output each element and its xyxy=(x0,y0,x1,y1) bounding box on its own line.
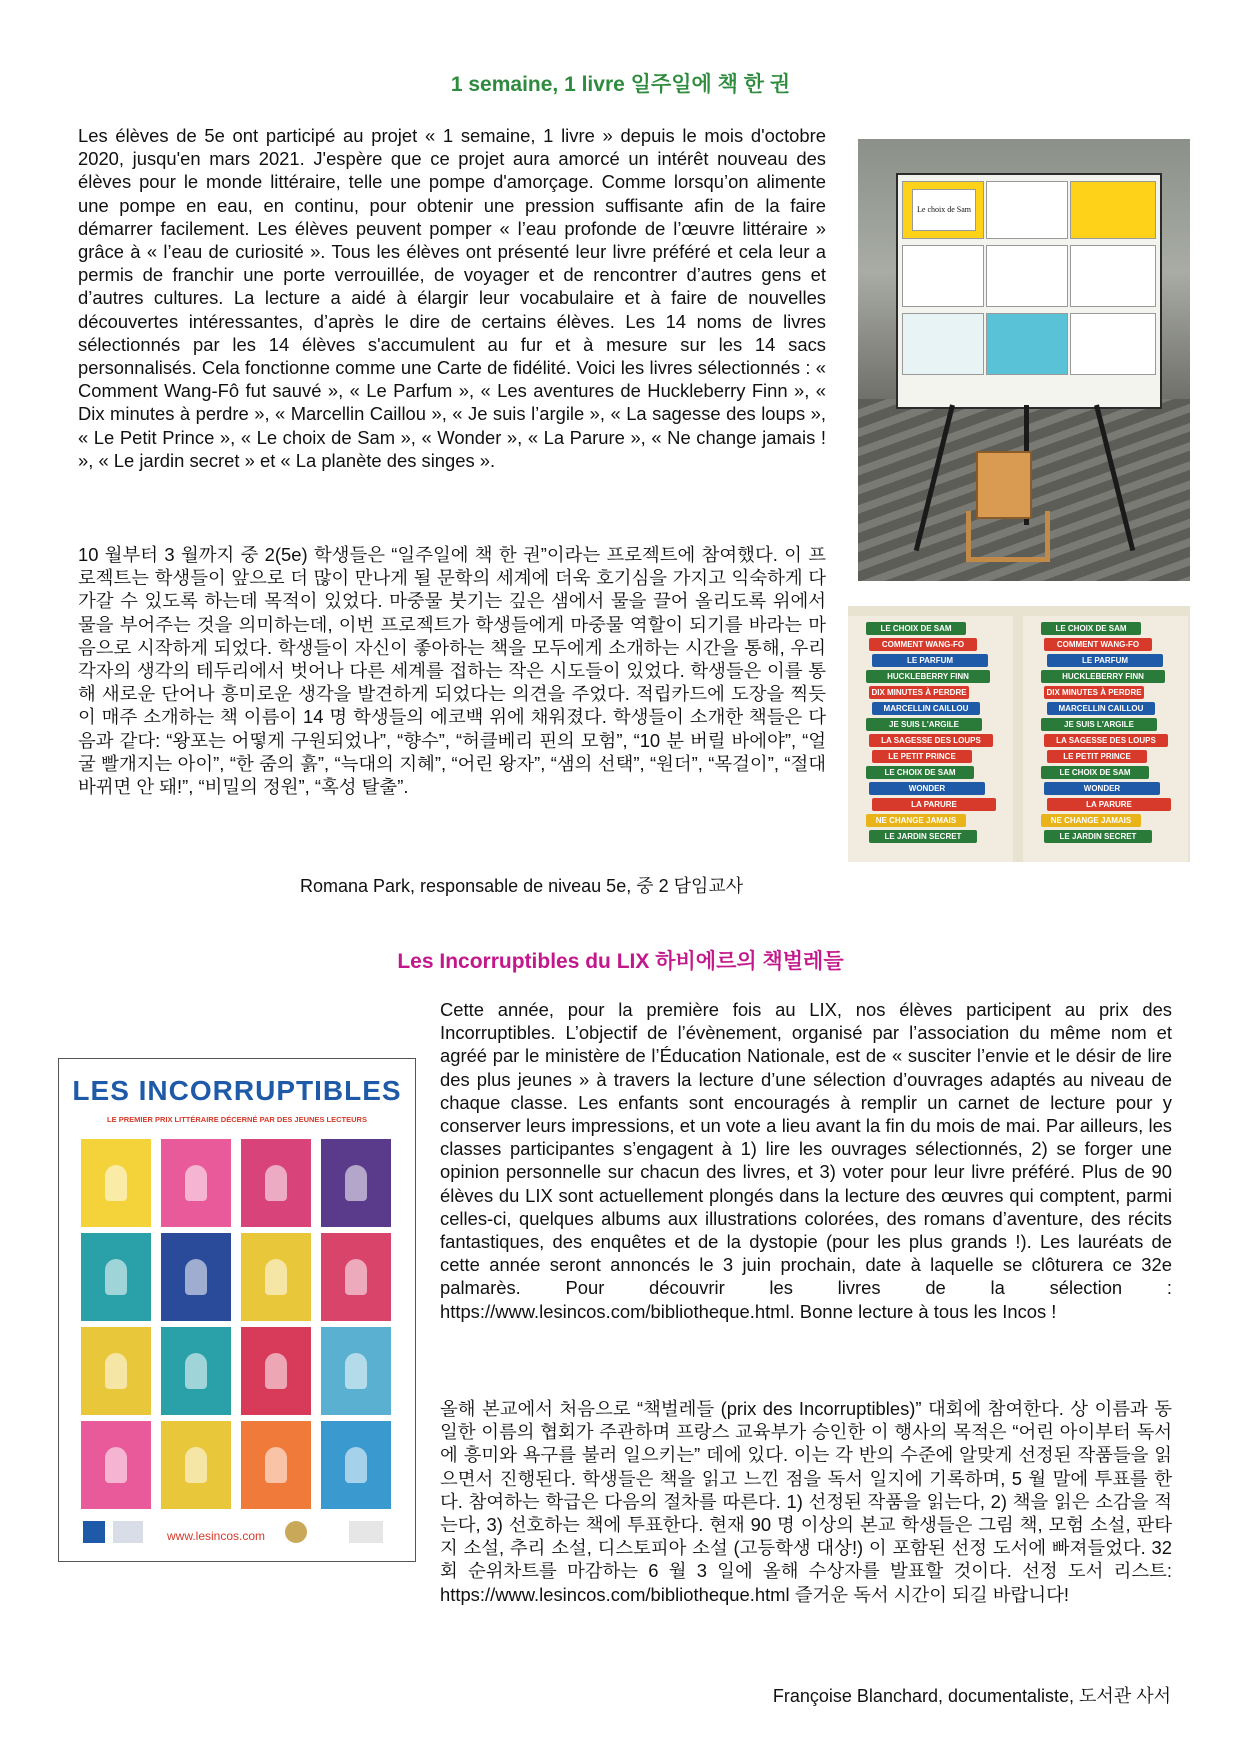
reader-figure xyxy=(105,1447,127,1483)
reader-figure xyxy=(105,1353,127,1389)
poster-board xyxy=(896,173,1162,409)
bag-book-strip: NE CHANGE JAMAIS xyxy=(866,814,966,827)
bag-book-strip: LE CHOIX DE SAM xyxy=(866,622,966,635)
section1-paragraph-ko: 10 월부터 3 월까지 중 2(5e) 학생들은 “일주일에 책 한 권”이라는 프로젝트에 참여했다. 이 프로젝트는 학생들이 앞으로 더 많이 만나게 될 문학의 세계에 더욱 호기심을 가지고 익숙하게 다가갈 수 있도록 하는데 목적이 있었다. 마중물 붓기는 깊은 샘에서 물을 끌어 올리도록 위에서 물을 부어주는 것을 의미하는데, 이번 프로젝트가 학생들에게 마중물 역할이 되기를 바라는 마음으로 시작하게 되었다. 학생들이 자신이 좋아하는 책을 모두에게 소개하는 시간을 통해, 우리 각자의 생각의 테두리에서 벗어나 다른 세계를 접하는 작은 시도들이 있었다. 학생들은 이를 통해 새로운 단어나 흥미로운 생각을 발견하게 되었다는 의견을 주었다. 적립카드에 도장을 찍듯이 매주 소개하는 책 이름이 14 명 학생들의 에코백 위에 채워졌다. 학생들이 소개한 책들은 다음과 같다: “왕포는 어떻게 구원되었나”, “향수”, “허클베리 핀의 모험”, “10 분 버릴 바에야”, “얼굴 빨개지는 아이”, “한 줌의 흙”, “늑대의 지혜”, “어린 왕자”, “샘의 선택”, “원더”, “목걸이”, “절대 바뀌면 안 돼!”, “비밀의 정원”, “혹성 탈출”. xyxy=(78,544,827,798)
bag-book-strip: COMMENT WANG-FO xyxy=(869,638,977,651)
fcm-logo xyxy=(349,1521,383,1543)
bag-book-strip: LA SAGESSE DES LOUPS xyxy=(1044,734,1168,747)
reader-figure xyxy=(265,1353,287,1389)
poster-illustration-tile xyxy=(241,1233,311,1321)
poster-illustration-tile xyxy=(241,1139,311,1227)
poster-illustration-tile xyxy=(161,1327,231,1415)
poster-illustration-tile xyxy=(161,1233,231,1321)
bag-book-strip: WONDER xyxy=(1044,782,1160,795)
reader-figure xyxy=(345,1165,367,1201)
tote-bag-left xyxy=(848,616,1013,862)
poster-illustration-tile xyxy=(81,1139,151,1227)
bag-book-strip: LE JARDIN SECRET xyxy=(1044,830,1152,843)
section1-paragraph-fr: Les élèves de 5e ont participé au projet « 1 semaine, 1 livre » depuis le mois d'octobre 2020, jusqu'en mars 2021. J'espère que ce projet aura amorcé un intérêt nouveau des élèves pour le monde littéraire, telle une pompe d'amorçage. Comme lorsqu’on alimente une pompe en eau, en continu, pour obtenir une pression suffisante afin de la faire démarrer facilement. Les élèves peuvent pomper « l’eau profonde de l’œuvre littéraire » grâce à « l’eau de curiosité ». Tous les élèves ont présenté leur livre préféré et cela leur a permis de franchir une porte verrouillée, de voyager et de rencontrer d’autres gens et d’autres cultures. La lecture a aidé à élargir leur vocabulaire et à faire de nouvelles découvertes intéressantes, d’après le dire de certains élèves. Les 14 noms de livres sélectionnés par les 14 élèves s'accumulent au fur et à mesure sur les 14 sacs personnalisés. Cela fonctionne comme une Carte de fidélité. Voici les livres sélectionnés : « Comment Wang-Fô fut sauvé », « Le Parfum », « Les aventures de Huckleberry Finn », « Dix minutes à perdre », « Marcellin Caillou », « Je suis l’argile », « La sagesse des loups », « Le Petit Prince », « Le choix de Sam », « Wonder », « La Parure », « Ne change jamais ! », « Le jardin secret » et « La planète des singes ». xyxy=(78,125,826,471)
poster-card xyxy=(1070,313,1156,375)
poster-card xyxy=(986,181,1068,239)
poster-illustration-tile xyxy=(321,1139,391,1227)
section2-signature: Françoise Blanchard, documentaliste, 도서관 사서 xyxy=(772,1686,1171,1706)
bag-book-strip: JE SUIS L'ARGILE xyxy=(866,718,982,731)
bag-book-strip: COMMENT WANG-FO xyxy=(1044,638,1152,651)
reader-figure xyxy=(265,1259,287,1295)
poster-illustration-tile xyxy=(321,1233,391,1321)
bag-book-strip: LE CHOIX DE SAM xyxy=(1041,766,1149,779)
reader-figure xyxy=(345,1353,367,1389)
bag-book-strip: HUCKLEBERRY FINN xyxy=(866,670,990,683)
reader-figure xyxy=(185,1259,207,1295)
reader-figure xyxy=(105,1259,127,1295)
reader-figure xyxy=(265,1447,287,1483)
poster-card xyxy=(986,245,1068,307)
poster-illustration-tile xyxy=(241,1327,311,1415)
poster-card xyxy=(1070,181,1156,239)
bag-book-strip: LE PETIT PRINCE xyxy=(872,750,972,763)
poster-card-title: Le choix de Sam xyxy=(912,189,976,231)
poster-illustration-tile xyxy=(161,1421,231,1509)
section1-signature: Romana Park, responsable de niveau 5e, 중 2 담임교사 xyxy=(300,876,744,896)
bag-book-strip: LA PARURE xyxy=(1047,798,1171,811)
incorruptibles-poster xyxy=(58,1058,416,1562)
bag-book-strip: MARCELLIN CAILLOU xyxy=(872,702,980,715)
poster-illustration-tile xyxy=(321,1421,391,1509)
poster-illustration-tile xyxy=(161,1139,231,1227)
ministry-logo xyxy=(83,1521,105,1543)
poster-illustration-tile xyxy=(81,1421,151,1509)
poster-card xyxy=(986,313,1068,375)
bag-book-strip: LA SAGESSE DES LOUPS xyxy=(869,734,993,747)
bag-book-strip: MARCELLIN CAILLOU xyxy=(1047,702,1155,715)
bag-book-strip: HUCKLEBERRY FINN xyxy=(1041,670,1165,683)
reader-figure xyxy=(265,1165,287,1201)
reader-figure xyxy=(185,1165,207,1201)
poster-card xyxy=(902,245,984,307)
book-on-stand xyxy=(976,451,1032,519)
poster-title: LES INCORRUPTIBLES xyxy=(72,1075,402,1106)
easel-photo xyxy=(858,139,1190,581)
bag-book-strip: LE CHOIX DE SAM xyxy=(1041,622,1141,635)
poster-illustration-tile xyxy=(81,1327,151,1415)
partner-logo xyxy=(113,1521,143,1543)
poster-card xyxy=(902,313,984,375)
bag-book-strip: LE PARFUM xyxy=(1047,654,1163,667)
bag-book-strip: JE SUIS L'ARGILE xyxy=(1041,718,1157,731)
partner-logo xyxy=(285,1521,307,1543)
reader-figure xyxy=(105,1165,127,1201)
reader-figure xyxy=(345,1447,367,1483)
tote-bags-photo xyxy=(848,606,1190,862)
tote-bag-right xyxy=(1023,616,1188,862)
poster-illustration-tile xyxy=(241,1421,311,1509)
section2-title: Les Incorruptibles du LIX 하비에르의 책벌레들 xyxy=(397,950,844,973)
poster-illustration-tile xyxy=(81,1233,151,1321)
poster-url: www.lesincos.com xyxy=(167,1529,266,1543)
poster-card xyxy=(1070,245,1156,307)
bag-book-strip: LE PETIT PRINCE xyxy=(1047,750,1147,763)
bag-book-strip: LE CHOIX DE SAM xyxy=(866,766,974,779)
reader-figure xyxy=(345,1259,367,1295)
bag-book-strip: LA PARURE xyxy=(872,798,996,811)
section2-paragraph-fr: Cette année, pour la première fois au LIX, nos élèves participent au prix des Incorruptibles. L’objectif de l’évènement, organisé par l’association du même nom et agréé par le ministère de l’Éducation Nationale, est de « susciter l’envie et le désir de lire des plus jeunes » à travers la lecture d’une sélection d’ouvrages adaptés au niveau de chaque classe. Les enfants sont encouragés à remplir un carnet de lecture pour y conserver leurs impressions, et un vote a lieu avant la fin du mois de mai. Par ailleurs, les classes participantes s’engagent à 1) lire les ouvrages sélectionnés, 2) se forger une opinion personnelle sur chacun des livres, et 3) voter pour leur livre préféré. Plus de 90 élèves du LIX sont actuellement plongés dans la lecture des œuvres qui comptent, parmi celles-ci, quelques albums aux illustrations colorées, des romans d’aventure, des récits fantastiques, des enquêtes et de la dystopie (pour les plus grands !). Les lauréats de cette année seront annoncés le 3 juin prochain, date à laquelle se clôturera ce 32e palmarès. Pour découvrir les livres de la sélection : https://www.lesincos.com/bibliotheque.html. Bonne lecture à tous les Incos ! xyxy=(440,999,1172,1322)
reader-figure xyxy=(185,1447,207,1483)
reader-figure xyxy=(185,1353,207,1389)
bag-book-strip: NE CHANGE JAMAIS xyxy=(1041,814,1141,827)
section2-paragraph-ko: 올해 본교에서 처음으로 “책벌레들 (prix des Incorruptibles)” 대회에 참여한다. 상 이름과 동일한 이름의 협회가 주관하며 프랑스 교육부가 승인한 이 행사의 목적은 “어린 아이부터 독서에 흥미와 욕구를 불러 일으키는” 데에 있다. 이는 각 반의 수준에 알맞게 선정된 작품들을 읽으면서 진행된다. 학생들은 책을 읽고 느낀 점을 독서 일지에 기록하며, 5 월 말에 투표를 한다. 참여하는 학급은 다음의 절차를 따른다. 1) 선정된 작품을 읽는다, 2) 책을 읽은 소감을 적는다, 3) 선호하는 책에 투표한다. 현재 90 명 이상의 본교 학생들은 그림 책, 모험 소설, 판타지 소설, 추리 소설, 디스토피아 소설 (고등학생 대상!) 이 포함된 선정 도서에 빠져들었다. 32 회 순위차트를 마감하는 6 월 3 일에 올해 수상자를 발표할 것이다. 선정 도서 리스트: https://www.lesincos.com/bibliotheque.html 즐거운 독서 시간이 되길 바랍니다! xyxy=(440,1398,1172,1605)
poster-illustration-tile xyxy=(321,1327,391,1415)
bag-book-strip: DIX MINUTES À PERDRE xyxy=(1044,686,1144,699)
bag-book-strip: WONDER xyxy=(869,782,985,795)
section1-title: 1 semaine, 1 livre 일주일에 책 한 권 xyxy=(450,73,791,96)
bag-book-strip: LE PARFUM xyxy=(872,654,988,667)
poster-subtitle: LE PREMIER PRIX LITTÉRAIRE DÉCERNÉ PAR DES JEUNES LECTEURS xyxy=(107,1115,367,1124)
bag-book-strip: DIX MINUTES À PERDRE xyxy=(869,686,969,699)
bag-book-strip: LE JARDIN SECRET xyxy=(869,830,977,843)
